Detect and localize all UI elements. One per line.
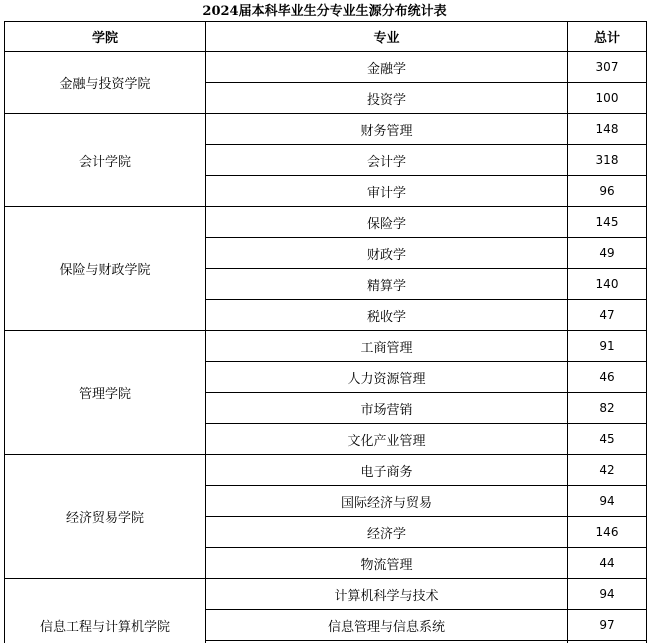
total-cell: 307 bbox=[568, 52, 647, 83]
table-row bbox=[5, 579, 647, 610]
major-cell: 文化产业管理 bbox=[206, 424, 568, 455]
total-cell: 49 bbox=[568, 238, 647, 269]
total-cell: 91 bbox=[568, 331, 647, 362]
total-cell: 148 bbox=[568, 114, 647, 145]
college-cell: 金融与投资学院 bbox=[5, 52, 206, 114]
major-cell: 会计学 bbox=[206, 145, 568, 176]
major-cell: 计算机科学与技术 bbox=[206, 579, 568, 610]
table-row bbox=[5, 331, 647, 362]
total-cell: 100 bbox=[568, 83, 647, 114]
major-cell: 物流管理 bbox=[206, 548, 568, 579]
table-row bbox=[5, 52, 647, 83]
table-row bbox=[5, 455, 647, 486]
major-cell: 财政学 bbox=[206, 238, 568, 269]
major-cell: 工商管理 bbox=[206, 331, 568, 362]
total-cell: 42 bbox=[568, 455, 647, 486]
header-major: 专业 bbox=[206, 22, 568, 52]
major-cell: 电子商务 bbox=[206, 455, 568, 486]
major-cell: 经济学 bbox=[206, 517, 568, 548]
table-row bbox=[5, 207, 647, 238]
college-cell: 经济贸易学院 bbox=[5, 455, 206, 579]
major-cell: 市场营销 bbox=[206, 393, 568, 424]
major-cell: 财务管理 bbox=[206, 114, 568, 145]
major-cell: 税收学 bbox=[206, 300, 568, 331]
total-cell: 146 bbox=[568, 517, 647, 548]
major-cell: 人力资源管理 bbox=[206, 362, 568, 393]
distribution-table bbox=[4, 21, 647, 643]
major-cell: 信息管理与信息系统 bbox=[206, 610, 568, 641]
major-cell: 金融学 bbox=[206, 52, 568, 83]
college-cell: 保险与财政学院 bbox=[5, 207, 206, 331]
total-cell: 45 bbox=[568, 424, 647, 455]
table-body bbox=[5, 52, 647, 643]
total-cell: 97 bbox=[568, 610, 647, 641]
major-cell: 投资学 bbox=[206, 83, 568, 114]
major-cell: 保险学 bbox=[206, 207, 568, 238]
total-cell: 82 bbox=[568, 393, 647, 424]
major-cell: 国际经济与贸易 bbox=[206, 486, 568, 517]
college-cell: 管理学院 bbox=[5, 331, 206, 455]
total-cell: 44 bbox=[568, 548, 647, 579]
table-title: 2024届本科毕业生分专业生源分布统计表 bbox=[202, 4, 447, 19]
total-cell: 46 bbox=[568, 362, 647, 393]
total-cell: 94 bbox=[568, 579, 647, 610]
total-cell: 140 bbox=[568, 269, 647, 300]
major-cell: 精算学 bbox=[206, 269, 568, 300]
total-cell: 94 bbox=[568, 486, 647, 517]
college-cell: 信息工程与计算机学院 bbox=[5, 579, 206, 643]
total-cell: 47 bbox=[568, 300, 647, 331]
table-row bbox=[5, 114, 647, 145]
header-college: 学院 bbox=[5, 22, 206, 52]
header-row bbox=[5, 22, 647, 52]
college-cell: 会计学院 bbox=[5, 114, 206, 207]
header-total: 总计 bbox=[568, 22, 647, 52]
total-cell: 318 bbox=[568, 145, 647, 176]
total-cell: 145 bbox=[568, 207, 647, 238]
total-cell: 96 bbox=[568, 176, 647, 207]
major-cell: 审计学 bbox=[206, 176, 568, 207]
